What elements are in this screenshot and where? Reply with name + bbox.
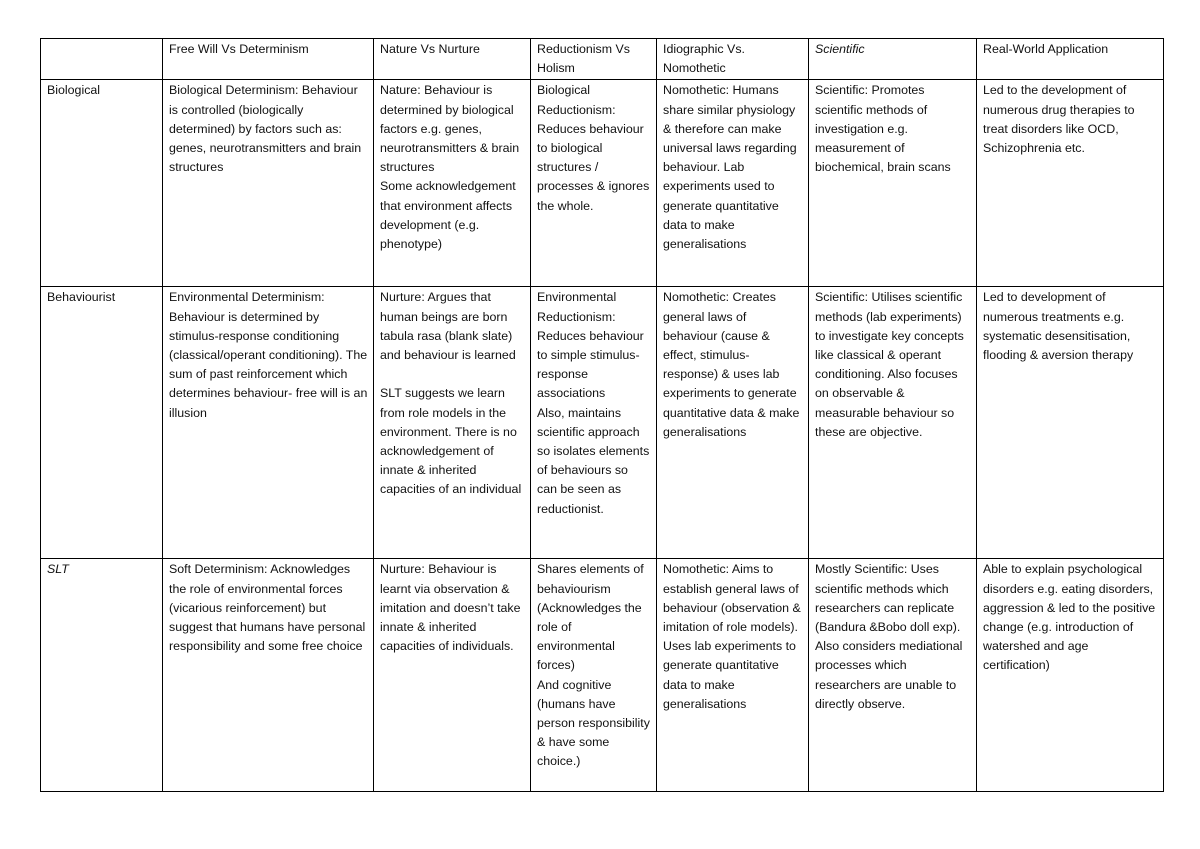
approach-cell: Biological [41, 80, 163, 287]
nature-nurture-cell: Nurture: Behaviour is learnt via observation & imitation and doesn’t take innate & inherited capacities of individuals. [374, 559, 531, 792]
approaches-comparison-table [40, 38, 1164, 792]
free-will-cell: Biological Determinism: Behaviour is controlled (biologically determined) by factors such as: genes, neurotransmitters and brain structures [163, 80, 374, 287]
approach-cell: Behaviourist [41, 287, 163, 559]
header-application: Real-World Application [977, 39, 1164, 80]
table-row-slt [41, 559, 1164, 792]
header-idiographic: Idiographic Vs. Nomothetic [657, 39, 809, 80]
scientific-cell: Scientific: Promotes scientific methods of investigation e.g. measurement of biochemical, brain scans [809, 80, 977, 287]
free-will-cell: Environmental Determinism: Behaviour is determined by stimulus-response conditioning (classical/operant conditioning). The sum of past reinforcement which determines behaviour- free will is an illusion [163, 287, 374, 559]
application-cell: Led to development of numerous treatments e.g. systematic desensitisation, flooding & aversion therapy [977, 287, 1164, 559]
application-cell: Able to explain psychological disorders e.g. eating disorders, aggression & led to the positive change (e.g. introduction of watershed and age certification) [977, 559, 1164, 792]
application-cell: Led to the development of numerous drug therapies to treat disorders like OCD, Schizophrenia etc. [977, 80, 1164, 287]
scientific-cell: Scientific: Utilises scientific methods (lab experiments) to investigate key concepts like classical & operant conditioning. Also focuses on observable & measurable behaviour so these are objective. [809, 287, 977, 559]
reductionism-cell: Shares elements of behaviourism (Acknowledges the role of environmental forces) And cognitive (humans have person responsibility & have some choice.) [531, 559, 657, 792]
table-row-behaviourist [41, 287, 1164, 559]
table-row-biological [41, 80, 1164, 287]
nature-nurture-cell: Nature: Behaviour is determined by biological factors e.g. genes, neurotransmitters & brain structures Some acknowledgement that environment affects development (e.g. phenotype) [374, 80, 531, 287]
scientific-cell: Mostly Scientific: Uses scientific methods which researchers can replicate (Bandura &Bobo doll exp). Also considers mediational processes which researchers are unable to directly observe. [809, 559, 977, 792]
header-free-will: Free Will Vs Determinism [163, 39, 374, 80]
nature-nurture-cell: Nurture: Argues that human beings are born tabula rasa (blank slate) and behaviour is learned SLT suggests we learn from role models in the environment. There is no acknowledgement of innate & inherited capacities of an individual [374, 287, 531, 559]
approach-cell: SLT [41, 559, 163, 792]
idiographic-cell: Nomothetic: Humans share similar physiology & therefore can make universal laws regarding behaviour. Lab experiments used to generate quantitative data to make generalisations [657, 80, 809, 287]
header-corner-cell [41, 39, 163, 80]
header-row [41, 39, 1164, 80]
idiographic-cell: Nomothetic: Creates general laws of behaviour (cause & effect, stimulus-response) & uses lab experiments to generate quantitative data & make generalisations [657, 287, 809, 559]
free-will-cell: Soft Determinism: Acknowledges the role of environmental forces (vicarious reinforcement) but suggest that humans have personal responsibility and some free choice [163, 559, 374, 792]
idiographic-cell: Nomothetic: Aims to establish general laws of behaviour (observation & imitation of role models). Uses lab experiments to generate quantitative data to make generalisations [657, 559, 809, 792]
reductionism-cell: Environmental Reductionism: Reduces behaviour to simple stimulus-response associations Also, maintains scientific approach so isolates elements of behaviours so can be seen as reductionist. [531, 287, 657, 559]
document-page [40, 38, 1163, 792]
header-nature-nurture: Nature Vs Nurture [374, 39, 531, 80]
header-scientific: Scientific [809, 39, 977, 80]
header-reductionism: Reductionism Vs Holism [531, 39, 657, 80]
reductionism-cell: Biological Reductionism: Reduces behaviour to biological structures / processes & ignores the whole. [531, 80, 657, 287]
